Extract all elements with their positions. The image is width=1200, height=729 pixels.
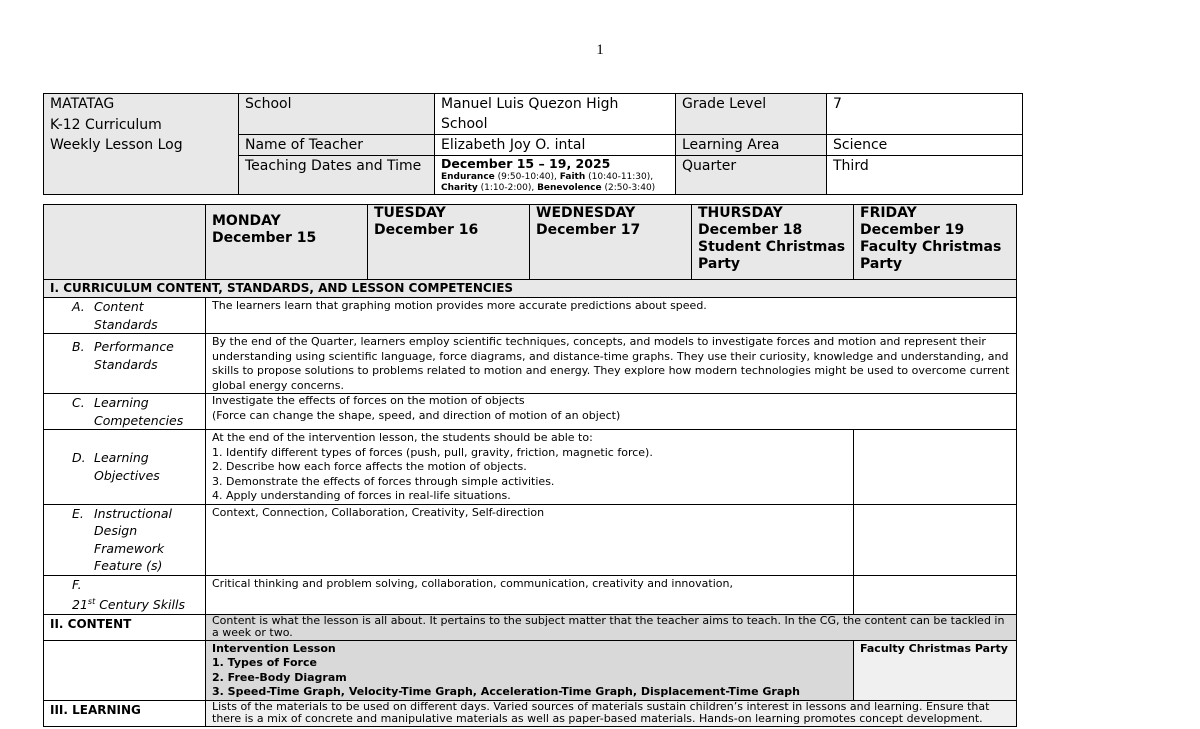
- day-date: December 16: [374, 222, 479, 238]
- quarter-value: Third: [827, 156, 1023, 195]
- friday-design-cell: [854, 504, 1017, 575]
- friday-skills-cell: [854, 575, 1017, 614]
- learning-objectives-text: [206, 430, 854, 505]
- performance-standards-text: By the end of the Quarter, learners employ scientific techniques, concepts, and models to investigate forces and motion and represent their understanding using scientific language, force diagrams, and distance-time graphs. They use their curiosity, knowledge and understanding, and skills to propose solutions to problems related to motion and energy. They explore how modern technologies might be used to overcome current global energy concerns.: [206, 334, 1017, 394]
- instructional-design-label: [44, 504, 206, 575]
- learning-description: Lists of the materials to be used on different days. Varied sources of materials sustain children’s interest in lessons and learning. Ensure that there is a mix of concrete and manipulative materials as well as paper-based materials. Hands-on learning promotes concept development.: [206, 700, 1017, 726]
- objective-line: 2. Describe how each force affects the motion of objects.: [212, 460, 527, 473]
- row-label: Learning Objectives: [94, 450, 160, 483]
- title-line: Weekly Lesson Log: [50, 137, 183, 153]
- row-letter: D.: [72, 450, 86, 466]
- day-note: Student Christmas Party: [698, 239, 846, 272]
- content-description: Content is what the lesson is all about. It pertains to the subject matter that the teacher aims to teach. In the CG, the content can be tackled in a week or two.: [206, 614, 1017, 640]
- section-time: (10:40-11:30),: [585, 172, 654, 182]
- lesson-line: 3. Speed-Time Graph, Velocity-Time Graph, Acceleration-Time Graph, Displacement-Time Graph: [212, 685, 800, 699]
- century-skills-label: [44, 575, 206, 614]
- day-header-tuesday: [368, 205, 530, 280]
- quarter-label: Quarter: [676, 156, 827, 195]
- skills-label-suffix: st: [87, 597, 96, 606]
- lesson-line: Intervention Lesson: [212, 641, 336, 655]
- dates-value: December 15 – 19, 2025: [441, 156, 611, 171]
- section-2-title: II. CONTENT: [44, 614, 206, 640]
- competency-line: (Force can change the shape, speed, and direction of motion of an object): [212, 408, 621, 422]
- day-name: TUESDAY: [374, 205, 446, 221]
- curriculum-title: [44, 94, 239, 195]
- competency-line: Investigate the effects of forces on the motion of objects: [212, 394, 525, 407]
- row-label: Learning Competencies: [94, 395, 184, 428]
- day-header-wednesday: [530, 205, 692, 280]
- day-header-monday: [206, 205, 368, 280]
- row-letter: E.: [72, 505, 84, 521]
- content-lesson-cell: [206, 640, 854, 700]
- section-times: [441, 172, 669, 194]
- row-letter: A.: [72, 299, 85, 314]
- day-date: December 17: [536, 222, 641, 238]
- section-time: (1:10-2:00),: [477, 183, 538, 193]
- section-3-title: III. LEARNING: [44, 700, 206, 726]
- teacher-value: Elizabeth Joy O. intal: [435, 135, 676, 156]
- dates-label: Teaching Dates and Time: [239, 156, 435, 195]
- lesson-log-table: [43, 204, 1017, 727]
- section-name: Faith: [559, 172, 586, 182]
- day-date: December 19: [860, 222, 965, 238]
- skills-label-text: Century Skills: [95, 597, 185, 613]
- objective-line: 3. Demonstrate the effects of forces through simple activities.: [212, 474, 555, 488]
- day-note: Faculty Christmas Party: [860, 239, 1002, 272]
- row-letter: C.: [72, 395, 85, 410]
- school-value: Manuel Luis Quezon High School: [435, 94, 676, 135]
- lesson-line: 1. Types of Force: [212, 656, 317, 670]
- friday-content-cell: Faculty Christmas Party: [854, 640, 1017, 700]
- grade-value: 7: [827, 94, 1023, 135]
- performance-standards-label: [44, 334, 206, 394]
- section-time: (9:50-10:40),: [494, 172, 560, 182]
- day-name: THURSDAY: [698, 205, 783, 221]
- objective-line: 1. Identify different types of forces (push, pull, gravity, friction, magnetic force).: [212, 445, 653, 459]
- day-name: MONDAY: [212, 213, 281, 229]
- dates-cell: [435, 156, 676, 195]
- header-table: [43, 93, 1023, 195]
- content-blank-cell: [44, 640, 206, 700]
- row-letter: B.: [72, 339, 85, 354]
- page-number: 1: [596, 42, 604, 58]
- content-standards-text: The learners learn that graphing motion provides more accurate predictions about speed.: [206, 298, 1017, 334]
- instructional-design-text: Context, Connection, Collaboration, Creativity, Self-direction: [206, 504, 854, 575]
- section-1-title: I. CURRICULUM CONTENT, STANDARDS, AND LESSON COMPETENCIES: [44, 280, 1017, 298]
- day-date: December 18: [698, 222, 803, 238]
- section-name: Endurance: [441, 172, 495, 182]
- day-name: FRIDAY: [860, 205, 917, 221]
- teacher-label: Name of Teacher: [239, 135, 435, 156]
- lesson-line: 2. Free-Body Diagram: [212, 670, 347, 684]
- learning-objectives-label: [44, 430, 206, 505]
- title-line: MATATAG: [50, 96, 115, 112]
- row-label: Instructional Design Framework Feature (s): [94, 505, 173, 573]
- area-value: Science: [827, 135, 1023, 156]
- learning-competencies-text: [206, 394, 1017, 430]
- skills-label-number: 21: [72, 597, 88, 613]
- corner-cell: [44, 205, 206, 280]
- objective-line: At the end of the intervention lesson, the students should be able to:: [212, 431, 593, 444]
- title-line: K-12 Curriculum: [50, 116, 162, 133]
- section-name: Benevolence: [537, 183, 602, 193]
- day-header-friday: [854, 205, 1017, 280]
- content-standards-label: [44, 298, 206, 334]
- row-letter: F.: [72, 576, 82, 592]
- day-header-thursday: [692, 205, 854, 280]
- row-label: Performance Standards: [94, 339, 174, 372]
- section-time: (2:50-3:40): [601, 183, 656, 193]
- area-label: Learning Area: [676, 135, 827, 156]
- day-name: WEDNESDAY: [536, 205, 636, 221]
- learning-competencies-label: [44, 394, 206, 430]
- section-name: Charity: [441, 183, 478, 193]
- century-skills-text: Critical thinking and problem solving, collaboration, communication, creativity and innovation,: [206, 575, 854, 614]
- row-label: Content Standards: [94, 299, 158, 332]
- objective-line: 4. Apply understanding of forces in real-life situations.: [212, 489, 511, 502]
- grade-label: Grade Level: [676, 94, 827, 135]
- day-date: December 15: [212, 230, 317, 246]
- school-label: School: [239, 94, 435, 135]
- friday-objectives-cell: [854, 430, 1017, 505]
